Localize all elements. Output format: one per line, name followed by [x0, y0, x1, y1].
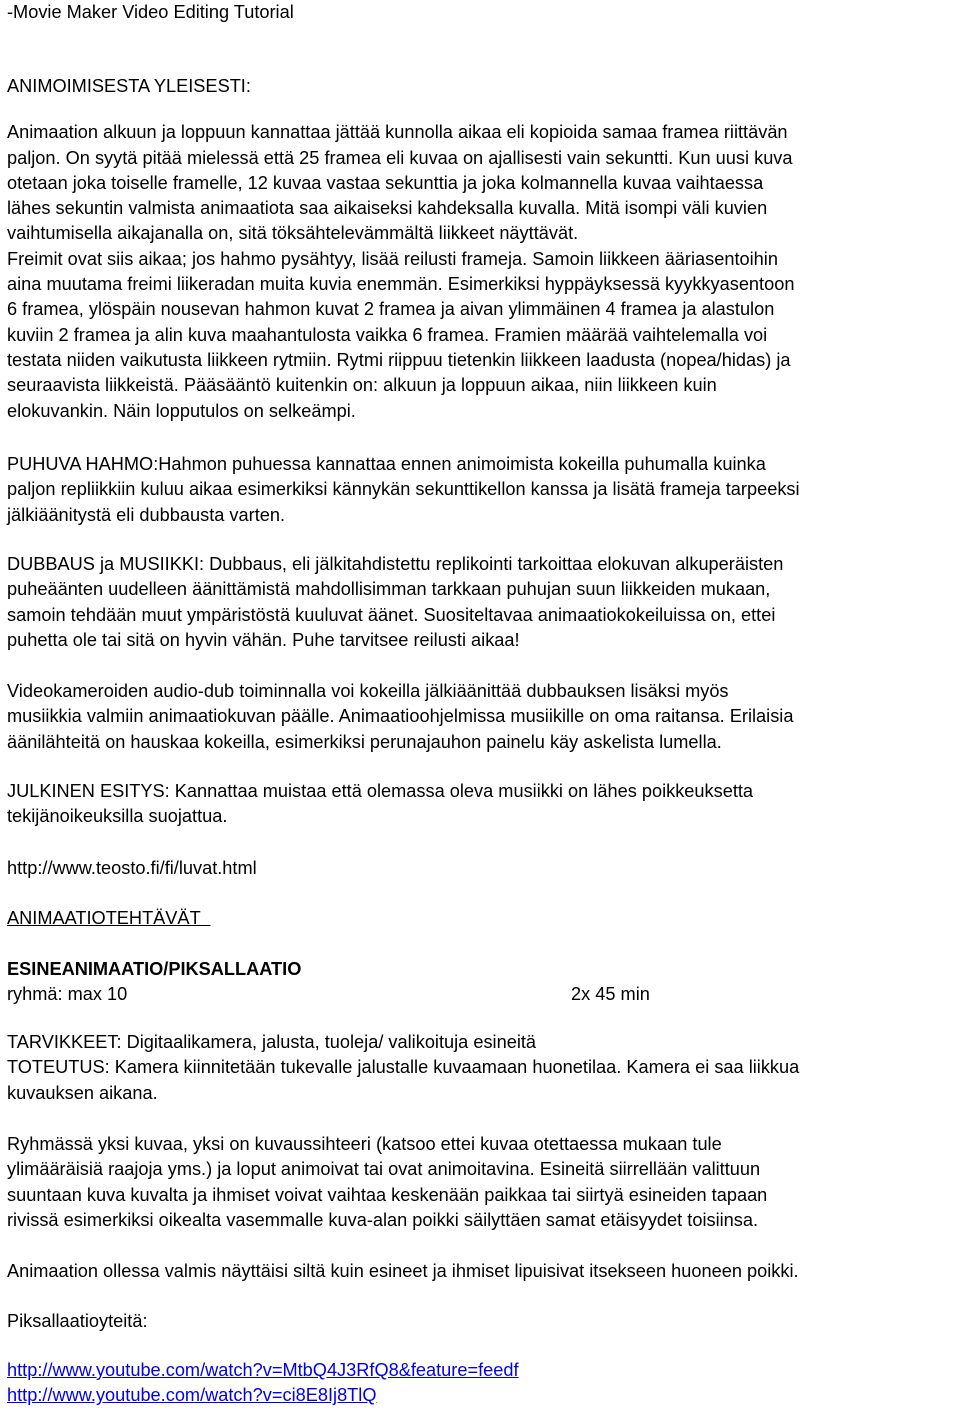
paragraph-line: Videokameroiden audio-dub toiminnalla voi kokeilla jälkiäänittää dubbauksen lisäksi myös — [7, 681, 729, 701]
paragraph-line: jälkiäänitystä eli dubbausta varten. — [7, 504, 286, 525]
examples-label: Piksallaatioyteitä: — [7, 1311, 148, 1331]
paragraph-line: suuntaan kuva kuvalta ja ihmiset voivat vaihtaa keskenään paikkaa tai siirtyä esineiden tapaan — [7, 1184, 768, 1205]
paragraph-line: äänilähteitä on hauskaa kokeilla, esimerkiksi perunajauhon painelu käy askelista lumella. — [7, 731, 722, 752]
section-piksallaatio-label — [7, 1309, 957, 1334]
spacer — [7, 99, 957, 120]
paragraph-line: ylimääräisiä raajoja yms.) ja loput animoivat tai ovat animoitavina. Esineitä siirrellään valittuun — [7, 1159, 761, 1180]
section-tehtavat — [7, 906, 957, 931]
paragraph-line: 6 framea, ylöspäin nousevan hahmon kuvat 2 framea ja aivan ylimmäinen 4 framea ja alastulon — [7, 299, 775, 320]
task-heading: ESINEANIMAATIO/PIKSALLAATIO — [7, 959, 302, 979]
plain-url: http://www.teosto.fi/fi/luvat.html — [7, 858, 257, 878]
paragraph-line: testata niiden vaikutusta liikkeen rytmiin. Rytmi riippuu tietenkin liikkeen laadusta (nopea/hidas) ja — [7, 349, 791, 370]
paragraph-line: samoin tehdään muut ympäristöstä kuuluvat äänet. Suositeltavaa animaatiokokeiluissa on, ettei — [7, 604, 776, 625]
task-duration: 2x 45 min — [571, 984, 650, 1005]
paragraph-line: seuraavista liikkeistä. Pääsääntö kuitenkin on: alkuun ja loppuun aikaa, niin liikkeen kuin — [7, 375, 717, 396]
paragraph-line: Animaation alkuun ja loppuun kannattaa jättää kunnolla aikaa eli kopioida samaa framea riittävän — [7, 122, 788, 143]
example-links — [7, 1358, 957, 1409]
paragraph-line: Ryhmässä yksi kuvaa, yksi on kuvaussihteeri (katsoo ettei kuvaa otettaessa mukaan tule — [7, 1134, 722, 1154]
paragraph-line: JULKINEN ESITYS: Kannattaa muistaa että olemassa oleva musiikki on lähes poikkeuksetta — [7, 781, 754, 801]
paragraph-line: musiikkia valmiin animaatiokuvan päälle. Animaatioohjelmissa musiikille on oma raitansa. Erilaisia — [7, 706, 794, 727]
paragraph-line: PUHUVA HAHMO:Hahmon puhuessa kannattaa ennen animoimista kokeilla puhumalla kuinka — [7, 454, 766, 474]
paragraph-line: kuviin 2 framea ja alin kuva maahantulosta vaikka 6 framea. Framien määrää vaihtelemalla voi — [7, 324, 768, 345]
section-tarvikkeet — [7, 1030, 957, 1106]
paragraph-line: paljon. On syytä pitää mielessä että 25 framea eli kuvaa on ajallisesti vain sekuntti. Kun uusi kuva — [7, 147, 793, 168]
paragraph-line: Animaation ollessa valmis näyttäisi siltä kuin esineet ja ihmiset lipuisivat itsekseen huoneen poikki. — [7, 1261, 799, 1281]
section-esineanimaatio — [7, 957, 957, 1008]
section-teosto-url — [7, 856, 957, 881]
paragraph-line: TOTEUTUS: Kamera kiinnitetään tukevalle jalustalle kuvaamaan huonetilaa. Kamera ei saa liikkua — [7, 1057, 800, 1078]
paragraph-line: Freimit ovat siis aikaa; jos hahmo pysähtyy, lisää reilusti frameja. Samoin liikkeen ääriasentoihin — [7, 248, 778, 269]
paragraph-line: elokuvankin. Näin lopputulos on selkeämpi. — [7, 400, 356, 421]
section-videokamerat — [7, 679, 957, 755]
paragraph-line: puheäänten uudelleen äänittämistä mahdollisimman tarkkaan puhujan suun liikkeiden mukaan, — [7, 579, 771, 600]
youtube-link[interactable]: http://www.youtube.com/watch?v=ci8E8Ij8TlQ — [7, 1385, 377, 1406]
section-dubbaus — [7, 552, 957, 653]
section-heading: ANIMAATIOTEHTÄVÄT — [7, 908, 211, 928]
document-title: -Movie Maker Video Editing Tutorial — [7, 2, 294, 22]
group-size: ryhmä: max 10 — [7, 984, 128, 1005]
section-ryhmassa — [7, 1132, 957, 1233]
paragraph-line: lähes sekuntin valmista animaatiota saa aikaiseksi kahdeksalla kuvalla. Mitä isompi väli kuvien — [7, 198, 768, 219]
paragraph-line: puhetta ole tai sitä on hyvin vähän. Puhe tarvitsee reilusti aikaa! — [7, 629, 520, 650]
youtube-link[interactable]: http://www.youtube.com/watch?v=MtbQ4J3RfQ8&feature=feedf — [7, 1360, 519, 1380]
section-julkinen-esitys — [7, 779, 957, 830]
paragraph-line: TARVIKKEET: Digitaalikamera, jalusta, tuoleja/ valikoituja esineitä — [7, 1032, 537, 1052]
task-meta-row — [7, 982, 957, 1007]
section-animaatio-valmis — [7, 1259, 960, 1284]
section-puhuva-hahmo — [7, 452, 957, 528]
paragraph-line: DUBBAUS ja MUSIIKKI: Dubbaus, eli jälkitahdistettu replikointi tarkoittaa elokuvan alkuperäisten — [7, 554, 784, 574]
paragraph-line: kuvauksen aikana. — [7, 1082, 158, 1103]
paragraph-line: paljon repliikkiin kuluu aikaa esimerkiksi kännykän sekunttikellon kanssa ja lisätä frameja tarpeeksi — [7, 479, 800, 500]
paragraph-line: aina muutama freimi liikeradan muita kuvia enemmän. Esimerkiksi hyppäyksessä kyykkyasentoon — [7, 274, 795, 295]
paragraph-line: otetaan joka toiselle framelle, 12 kuvaa vastaa sekunttia ja joka kolmannella kuvaa vaihtaessa — [7, 172, 764, 193]
paragraph-line: vaihtumisella aikajanalla on, sitä töksähtelevämmältä liikkeet näyttävät. — [7, 223, 579, 244]
section-animoimisesta — [7, 74, 957, 424]
section-heading: ANIMOIMISESTA YLEISESTI: — [7, 76, 251, 96]
paragraph-line: tekijänoikeuksilla suojattua. — [7, 806, 228, 827]
paragraph-line: rivissä esimerkiksi oikealta vasemmalle kuva-alan poikki säilyttäen samat etäisyydet toisiinsa. — [7, 1209, 759, 1230]
